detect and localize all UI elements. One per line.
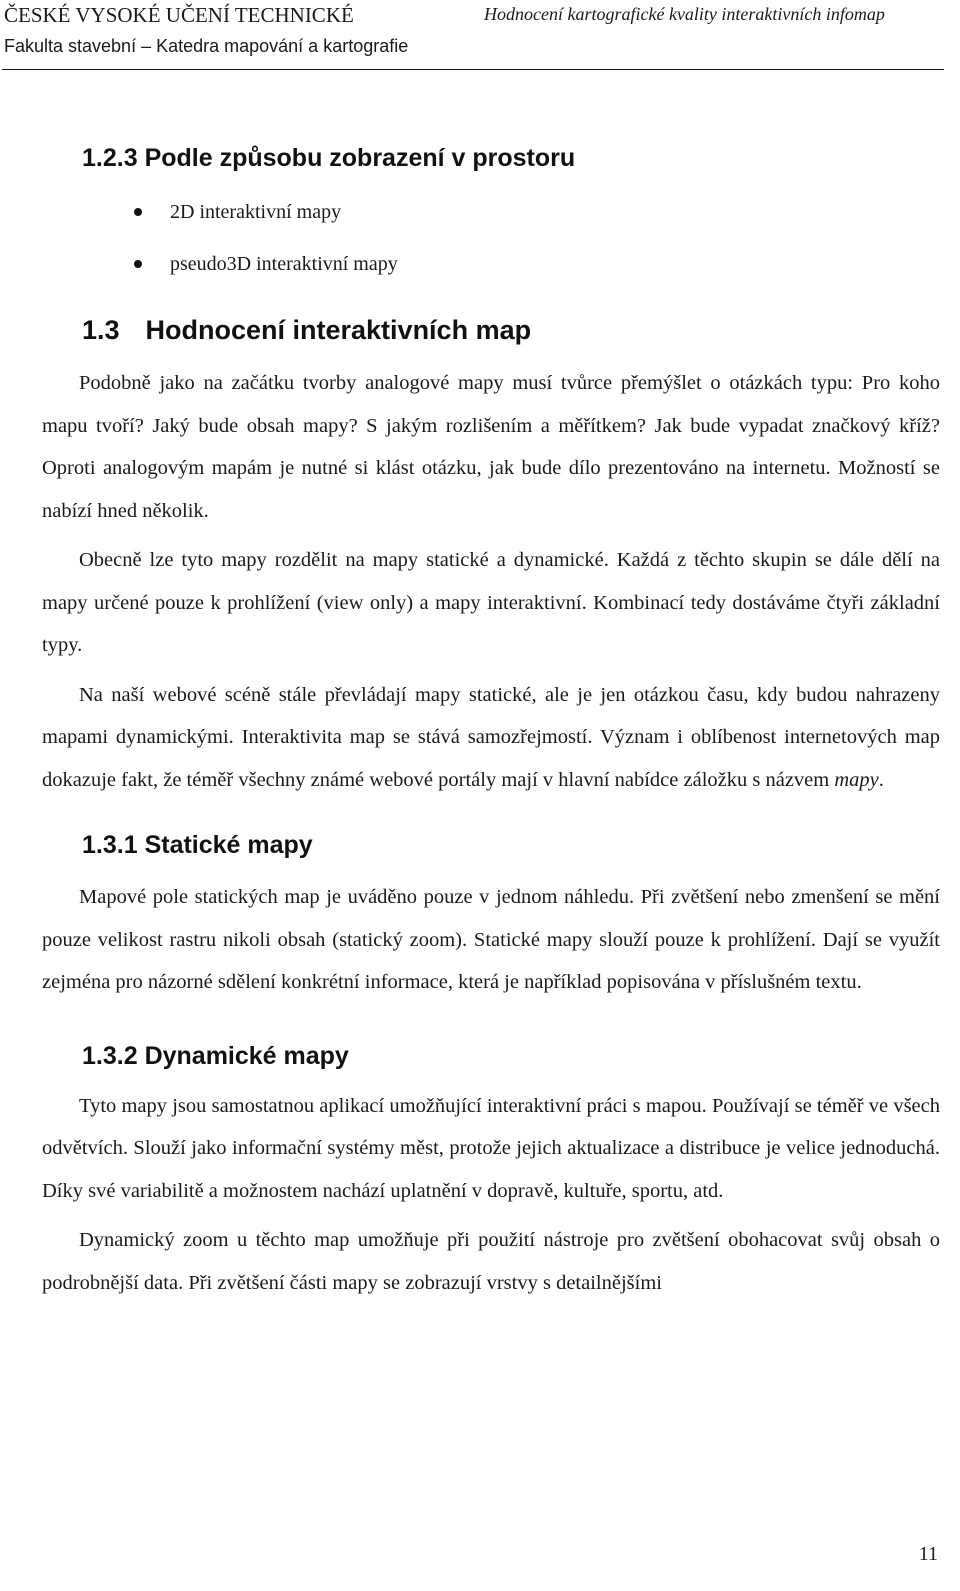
paragraph: Dynamický zoom u těchto map umožňuje při použití nástroje pro zvětšení obohacovat svůj obsah o podrobnější data. Při zvětšení části mapy se zobrazují vrstvy s detailnějšími (42, 1229, 940, 1294)
section-number: 1.3.2 (82, 1041, 138, 1070)
section-title: Podle způsobu zobrazení v prostoru (144, 144, 576, 172)
list-item-text: 2D interaktivní mapy (170, 201, 342, 223)
section-heading-1-2-3 (82, 144, 960, 173)
list-item-text: pseudo3D interaktivní mapy (170, 253, 398, 275)
page-header (0, 0, 960, 75)
paragraph (42, 674, 940, 802)
bullet-icon (134, 208, 142, 216)
bullet-list (42, 197, 940, 279)
list-item (42, 249, 940, 279)
section-number: 1.3 (82, 315, 120, 345)
paragraph: Mapové pole statických map je uváděno pouze v jednom náhledu. Při zvětšení nebo zmenšení se mění pouze velikost rastru nikoli obsah (statický zoom). Statické mapy slouží pouze k prohlížení. Dají se využít zejména pro názorné sdělení konkrétní informace, která je například popisována v příslušném textu. (42, 886, 940, 993)
section-heading-1-3-1 (82, 831, 960, 860)
section-title: Statické mapy (144, 831, 313, 859)
page-number: 11 (918, 1543, 938, 1565)
thesis-title: Hodnocení kartografické kvality interaktivních infomap (484, 4, 885, 24)
section-title: Hodnocení interaktivních map (145, 315, 532, 345)
university-name: ČESKÉ VYSOKÉ UČENÍ TECHNICKÉ (4, 3, 354, 27)
paragraph: Tyto mapy jsou samostatnou aplikací umožňující interaktivní práci s mapou. Používají se téměř ve všech odvětvích. Slouží jako informační systémy měst, protože jejich aktualizace a distribuce je velice jednoduchá. Díky své variabilitě a možnostem nachází uplatnění v dopravě, kultuře, sportu, atd. (42, 1094, 940, 1202)
paragraph: Podobně jako na začátku tvorby analogové mapy musí tvůrce přemýšlet o otázkách typu: Pro koho mapu tvoří? Jaký bude obsah mapy? S jakým rozlišením a měřítkem? Jak bude vypadat značkový kříž? Oproti analogovým mapám je nutné si klást otázku, jak bude dílo prezentováno na internetu. Možností se nabízí hned několik. (42, 372, 940, 522)
paragraph: Obecně lze tyto mapy rozdělit na mapy statické a dynamické. Každá z těchto skupin se dále dělí na mapy určené pouze k prohlížení (view only) a mapy interaktivní. Kombinací tedy dostáváme čtyři základní typy. (42, 549, 940, 656)
section-number: 1.3.1 (82, 831, 138, 859)
section-heading-1-3 (82, 315, 960, 346)
faculty-name: Fakulta stavební – Katedra mapování a kartografie (4, 36, 409, 56)
emphasis-text: mapy (834, 768, 879, 791)
header-divider (2, 69, 944, 70)
document-body (42, 130, 940, 1304)
section-number: 1.2.3 (82, 144, 138, 172)
paragraph-end: . (878, 768, 884, 791)
list-item (42, 197, 940, 227)
paragraph-text: Na naší webové scéně stále převládají mapy statické, ale je jen otázkou času, kdy budou nahrazeny mapami dynamickými. Interaktivita map se stává samozřejmostí. Význam i oblíbenost internetových map dokazuje fakt, že téměř všechny známé webové portály mají v hlavní nabídce záložku s názvem (42, 683, 940, 791)
section-heading-1-3-2 (82, 1042, 960, 1071)
bullet-icon (134, 260, 142, 268)
section-title: Dynamické mapy (144, 1041, 349, 1070)
